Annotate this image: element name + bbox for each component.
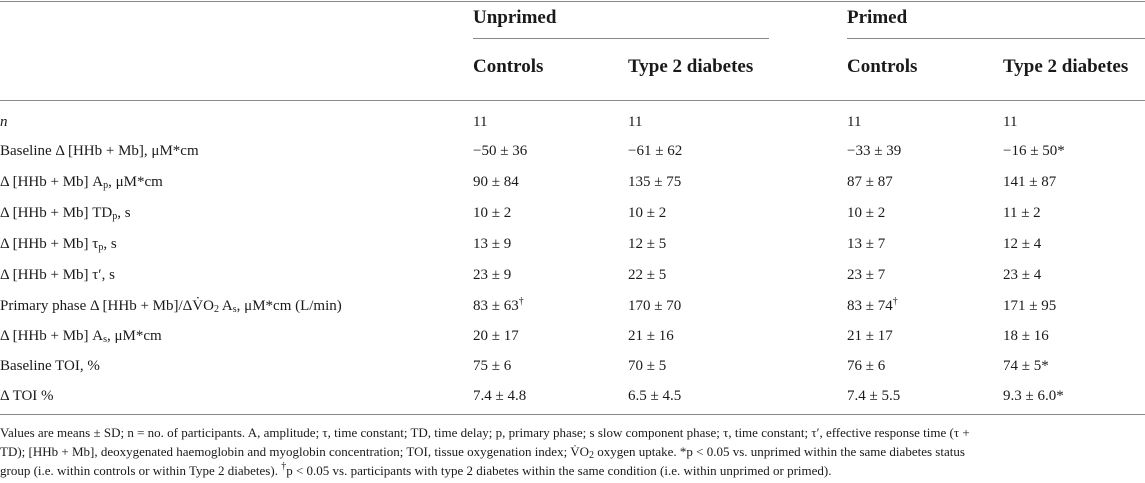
cell-t2d-primed: 74 ± 5* bbox=[1003, 358, 1049, 374]
cell-controls-primed: 10 ± 2 bbox=[847, 205, 886, 221]
table-row bbox=[0, 265, 1145, 285]
cell-t2d-primed: 23 ± 4 bbox=[1003, 267, 1042, 283]
cell-controls-primed: 7.4 ± 5.5 bbox=[847, 388, 901, 404]
footnote-line: group (i.e. within controls or within Type 2 diabetes). †p < 0.05 vs. participants with type 2 diabetes within the same condition (i.e. within unprimed or primed). bbox=[0, 461, 832, 478]
cell-controls-unprimed: 23 ± 9 bbox=[473, 267, 512, 283]
cell-controls-primed: 23 ± 7 bbox=[847, 267, 886, 283]
table-row bbox=[0, 234, 1145, 254]
cell-t2d-primed: 9.3 ± 6.0* bbox=[1003, 388, 1064, 404]
cell-t2d-unprimed: 11 bbox=[628, 114, 643, 130]
table-row bbox=[0, 386, 1145, 406]
table-row bbox=[0, 141, 1145, 161]
table-footnote bbox=[0, 423, 1145, 480]
cell-controls-unprimed: 90 ± 84 bbox=[473, 174, 519, 190]
cell-controls-unprimed: 7.4 ± 4.8 bbox=[473, 388, 527, 404]
table-row bbox=[0, 112, 1145, 132]
cell-controls-unprimed: −50 ± 36 bbox=[473, 143, 528, 159]
cell-t2d-unprimed: 12 ± 5 bbox=[628, 236, 667, 252]
cell-t2d-primed: 141 ± 87 bbox=[1003, 174, 1057, 190]
cell-t2d-unprimed: 10 ± 2 bbox=[628, 205, 667, 221]
cell-controls-unprimed: 11 bbox=[473, 114, 488, 130]
cell-controls-unprimed: 83 ± 63† bbox=[473, 296, 524, 314]
cell-t2d-unprimed: 135 ± 75 bbox=[628, 174, 682, 190]
col-header-controls-unprimed: Controls bbox=[473, 56, 544, 77]
cell-t2d-unprimed: 170 ± 70 bbox=[628, 298, 682, 314]
group-header-primed: Primed bbox=[847, 7, 908, 28]
row-label: n bbox=[0, 114, 8, 130]
cell-controls-unprimed: 75 ± 6 bbox=[473, 358, 512, 374]
cell-controls-unprimed: 20 ± 17 bbox=[473, 328, 519, 344]
row-label: Δ [HHb + Mb] $A_s$, μM*cm bbox=[0, 328, 162, 345]
bottom-rule bbox=[0, 414, 1145, 415]
cell-t2d-primed: 11 bbox=[1003, 114, 1018, 130]
cell-t2d-unprimed: 6.5 ± 4.5 bbox=[628, 388, 682, 404]
cell-controls-primed: 83 ± 74† bbox=[847, 296, 898, 314]
table-row bbox=[0, 326, 1145, 346]
cell-t2d-unprimed: −61 ± 62 bbox=[628, 143, 683, 159]
cell-t2d-primed: 18 ± 16 bbox=[1003, 328, 1049, 344]
cell-t2d-unprimed: 22 ± 5 bbox=[628, 267, 667, 283]
cell-controls-primed: 76 ± 6 bbox=[847, 358, 886, 374]
cell-t2d-primed: 11 ± 2 bbox=[1003, 205, 1041, 221]
cell-controls-unprimed: 10 ± 2 bbox=[473, 205, 512, 221]
col-header-controls-primed: Controls bbox=[847, 56, 918, 77]
header-bottom-rule bbox=[0, 100, 1145, 101]
row-label: Δ [HHb + Mb] τ′, s bbox=[0, 267, 115, 283]
cell-t2d-primed: 171 ± 95 bbox=[1003, 298, 1057, 314]
group-header-unprimed: Unprimed bbox=[473, 7, 557, 28]
footnote-line: TD); [HHb + Mb], deoxygenated haemoglobin and myoglobin concentration; TOI, tissue oxygenation index; $V̇O_2$ oxygen uptake. *p < 0.05 vs. unprimed within the same diabetes status bbox=[0, 444, 965, 461]
group-rule-unprimed bbox=[473, 38, 769, 39]
cell-controls-unprimed: 13 ± 9 bbox=[473, 236, 512, 252]
cell-t2d-primed: −16 ± 50* bbox=[1003, 143, 1065, 159]
cell-t2d-primed: 12 ± 4 bbox=[1003, 236, 1042, 252]
table-row bbox=[0, 203, 1145, 223]
row-label: Δ [HHb + Mb] $A_p$, μM*cm bbox=[0, 174, 163, 191]
cell-controls-primed: 21 ± 17 bbox=[847, 328, 893, 344]
cell-controls-primed: 11 bbox=[847, 114, 862, 130]
group-rule-primed bbox=[847, 38, 1145, 39]
row-label: Δ [HHb + Mb] $TD_p$, s bbox=[0, 205, 131, 222]
cell-controls-primed: −33 ± 39 bbox=[847, 143, 902, 159]
row-label: Δ TOI % bbox=[0, 388, 54, 404]
row-label: Baseline TOI, % bbox=[0, 358, 100, 374]
top-rule bbox=[0, 1, 1145, 2]
col-header-t2d-primed: Type 2 diabetes bbox=[1003, 56, 1129, 77]
col-header-t2d-unprimed: Type 2 diabetes bbox=[628, 56, 754, 77]
row-label: Δ [HHb + Mb] $\tau_p$, s bbox=[0, 236, 117, 253]
row-label: Primary phase Δ $[HHb + Mb]/\Delta V̇O_2$ $A_s$, μM*cm (L/min) bbox=[0, 298, 342, 315]
footnote-line: Values are means ± SD; n = no. of participants. A, amplitude; τ, time constant; TD, time delay; p, primary phase; s slow component phase; τ, time constant; τ′, effective response time (τ + bbox=[0, 425, 970, 440]
cell-t2d-unprimed: 21 ± 16 bbox=[628, 328, 674, 344]
table-row bbox=[0, 172, 1145, 192]
cell-controls-primed: 87 ± 87 bbox=[847, 174, 893, 190]
table-row bbox=[0, 356, 1145, 376]
row-label: Baseline Δ [HHb + Mb], μM*cm bbox=[0, 143, 199, 159]
cell-controls-primed: 13 ± 7 bbox=[847, 236, 886, 252]
cell-t2d-unprimed: 70 ± 5 bbox=[628, 358, 667, 374]
table-row bbox=[0, 296, 1145, 316]
